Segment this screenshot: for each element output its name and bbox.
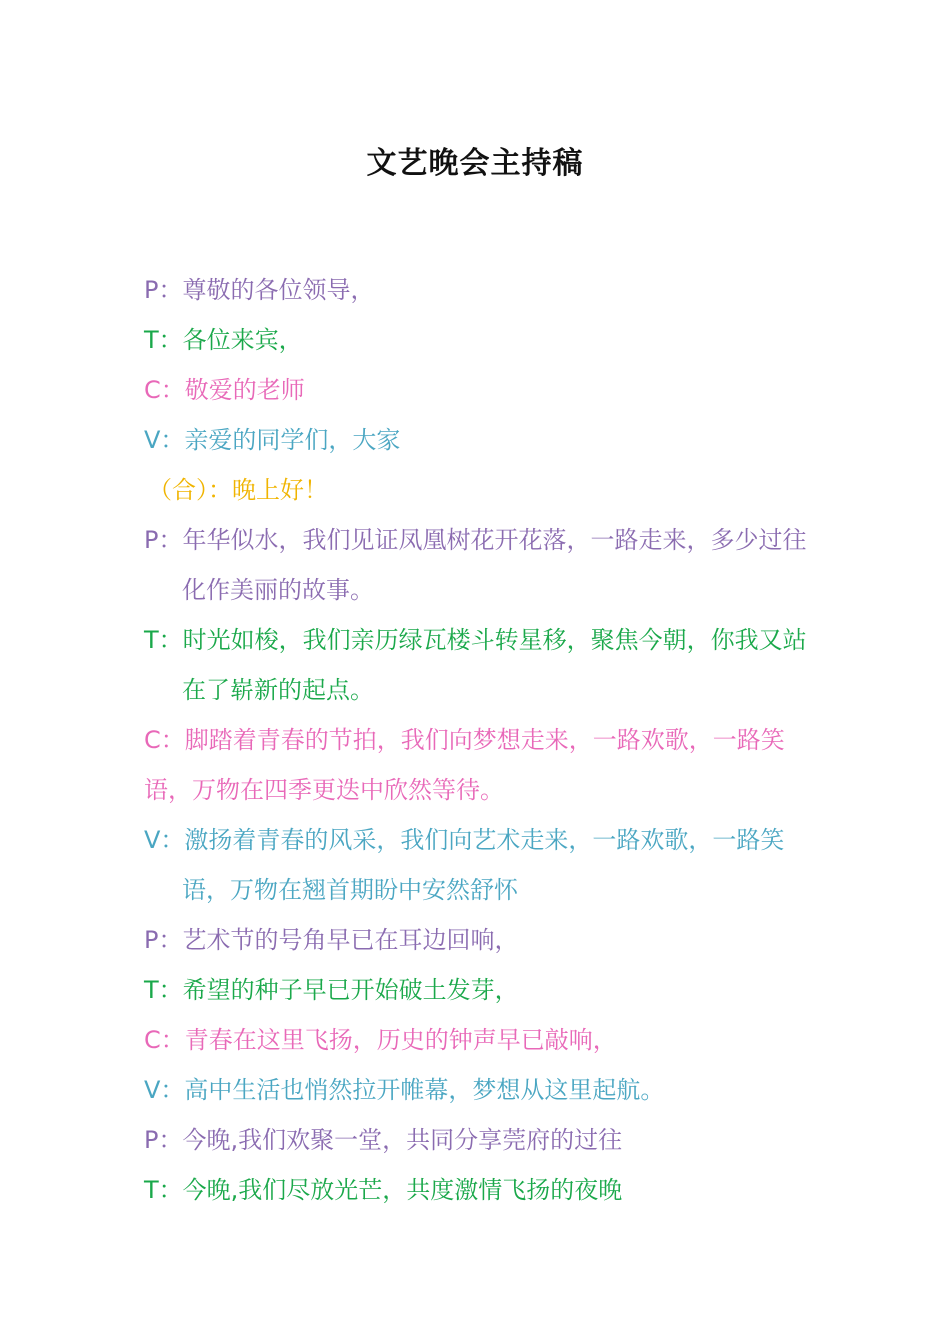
script-line-together: （合）：晚上好！	[148, 476, 328, 504]
script-line-c: C：脚踏着青春的节拍，我们向梦想走来，一路欢歌，一路笑语，万物在四季更迭中欣然等待。	[144, 726, 785, 804]
script-line-p: P：年华似水，我们见证凤凰树花开花落，一路走来，多少过往化作美丽的故事。	[144, 526, 807, 604]
script-line-t: T：今晚,我们尽放光芒，共度激情飞扬的夜晚	[144, 1176, 623, 1204]
script-line-v: V：高中生活也悄然拉开帷幕，梦想从这里起航。	[144, 1076, 665, 1104]
script-line-c: C：青春在这里飞扬，历史的钟声早已敲响，	[144, 1026, 617, 1054]
script-line-t: T：希望的种子早已开始破土发芽，	[144, 976, 519, 1004]
script-line-v: V：亲爱的同学们，大家	[144, 426, 401, 454]
document-title: 文艺晚会主持稿	[366, 146, 584, 182]
script-line-p: P：今晚,我们欢聚一堂，共同分享莞府的过往	[144, 1126, 623, 1154]
script-line-t: T：各位来宾，	[144, 326, 303, 354]
script-line-t: T：时光如梭，我们亲历绿瓦楼斗转星移，聚焦今朝，你我又站在了崭新的起点。	[144, 626, 807, 704]
script-line-p: P：尊敬的各位领导，	[144, 276, 375, 304]
script-line-c: C：敬爱的老师	[144, 376, 305, 404]
script-line-p: P：艺术节的号角早已在耳边回响，	[144, 926, 519, 954]
script-line-v: V：激扬着青春的风采，我们向艺术走来，一路欢歌，一路笑语，万物在翘首期盼中安然舒怀	[144, 826, 785, 904]
host-script	[144, 265, 814, 1215]
